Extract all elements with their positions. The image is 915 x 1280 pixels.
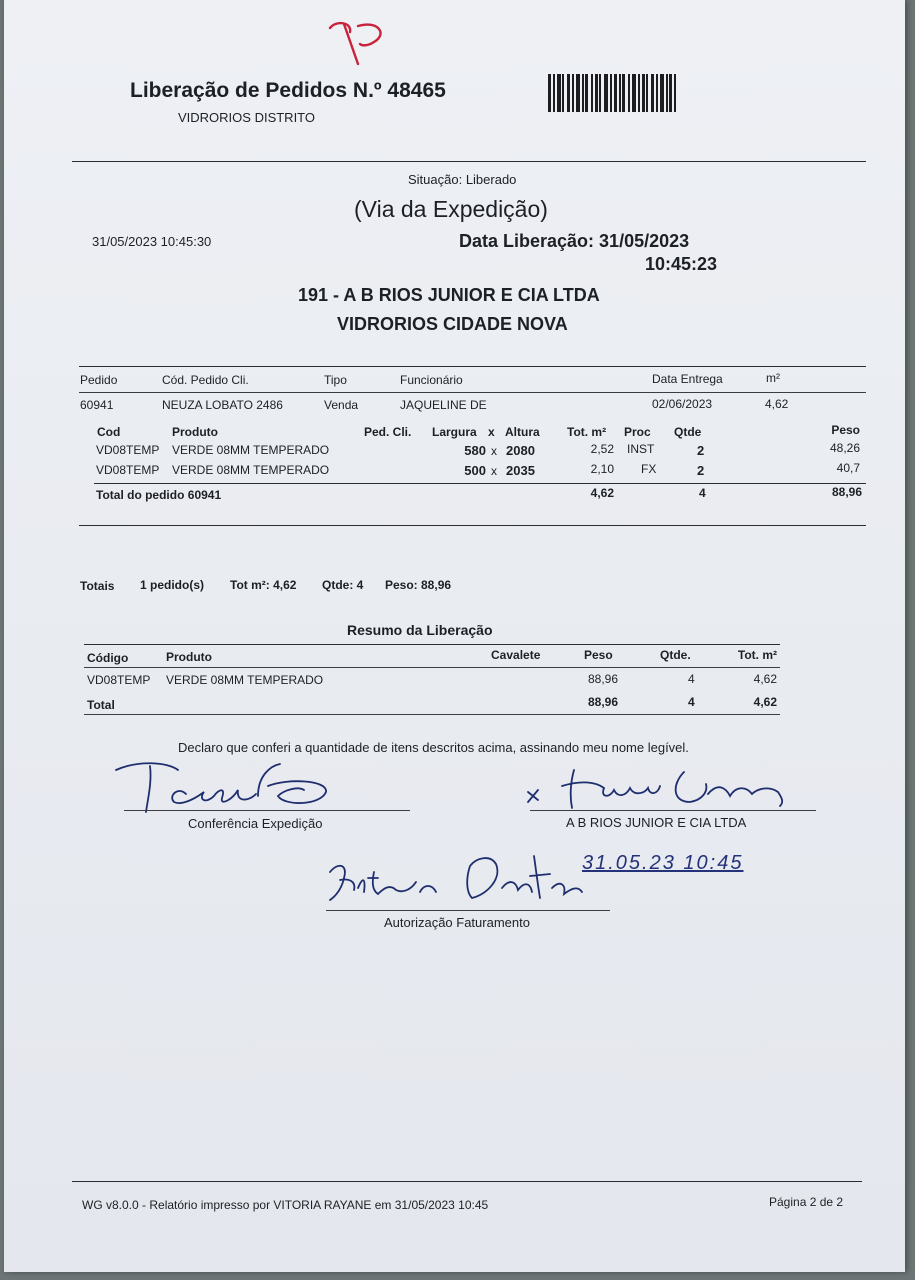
items-total-divider [94, 483, 866, 484]
order-bottom-divider [79, 525, 866, 526]
via-label: (Via da Expedição) [354, 196, 548, 222]
row-proc: FX [641, 462, 657, 476]
client-name: 191 - A B RIOS JUNIOR E CIA LTDA [298, 285, 600, 305]
col-qtde: Qtde [674, 425, 702, 439]
col-proc: Proc [624, 425, 651, 439]
totals-qtde: Qtde: 4 [322, 578, 364, 592]
row-altura: 2035 [506, 463, 535, 478]
totals-peso: Peso: 88,96 [385, 578, 452, 592]
label-cod-pedido-cli: Cód. Pedido Cli. [162, 373, 249, 387]
signature-conferencia [108, 756, 338, 818]
resumo-total-tot-m2: 4,62 [753, 695, 777, 709]
handwritten-date: 31.05.23 10:45 [582, 852, 744, 874]
resumo-col-peso: Peso [584, 648, 613, 662]
document-page [4, 0, 905, 1272]
footer-divider [72, 1181, 862, 1182]
signature-line-right [530, 810, 816, 811]
resumo-top-divider [84, 644, 780, 645]
row-produto: VERDE 08MM TEMPERADO [172, 443, 330, 457]
row-proc: INST [627, 442, 655, 456]
col-largura: Largura [432, 425, 477, 439]
row-produto: VERDE 08MM TEMPERADO [172, 463, 330, 477]
row-qtde: 2 [697, 463, 705, 478]
value-m2: 4,62 [765, 397, 789, 411]
label-pedido: Pedido [80, 373, 118, 387]
row-largura: 580 [464, 443, 486, 458]
value-cod-pedido-cli: NEUZA LOBATO 2486 [162, 398, 283, 412]
resumo-col-qtde: Qtde. [660, 648, 691, 662]
signature-line-left [124, 810, 410, 811]
barcode [548, 74, 688, 112]
resumo-total-peso: 88,96 [587, 695, 618, 709]
label-m2: m² [766, 371, 780, 385]
col-x: x [488, 425, 495, 439]
row-altura: 2080 [506, 443, 535, 458]
value-funcionario: JAQUELINE DE [400, 398, 487, 412]
order-top-divider [79, 366, 866, 367]
row-peso: 48,26 [829, 441, 860, 455]
resumo-row-codigo: VD08TEMP [87, 673, 151, 687]
resumo-header-divider [84, 667, 780, 668]
printed-datetime: 31/05/2023 10:45:30 [92, 234, 212, 249]
col-altura: Altura [505, 425, 540, 439]
row-peso: 40,7 [836, 461, 860, 475]
stamp-mark [322, 18, 392, 70]
signature-label-right: A B RIOS JUNIOR E CIA LTDA [566, 815, 747, 830]
row-qtde: 2 [697, 443, 705, 458]
signature-line-bottom [326, 910, 610, 911]
total-pedido-label: Total do pedido 60941 [96, 488, 222, 502]
resumo-row-peso: 88,96 [587, 672, 618, 686]
resumo-total-qtde: 4 [688, 695, 695, 709]
label-data-entrega: Data Entrega [652, 372, 723, 386]
total-pedido-m2: 4,62 [590, 486, 614, 500]
footer-page-number: Página 2 de 2 [769, 1195, 844, 1209]
hora-liberacao: 10:45:23 [645, 254, 718, 274]
col-cod: Cod [97, 425, 121, 439]
row-x: x [491, 444, 497, 458]
resumo-bottom-divider [84, 714, 780, 715]
row-tot-m2: 2,10 [590, 462, 614, 476]
signature-label-left: Conferência Expedição [188, 816, 323, 831]
resumo-col-codigo: Código [87, 651, 129, 665]
resumo-col-cavalete: Cavalete [491, 648, 541, 662]
client-branch: VIDRORIOS CIDADE NOVA [337, 314, 568, 334]
total-pedido-peso: 88,96 [831, 485, 862, 499]
signature-autorizacao [320, 848, 590, 912]
company-name: VIDRORIOS DISTRITO [178, 110, 315, 125]
resumo-row-tot-m2: 4,62 [753, 672, 777, 686]
col-tot-m2: Tot. m² [567, 425, 607, 439]
resumo-col-produto: Produto [166, 650, 212, 664]
col-peso: Peso [831, 423, 860, 437]
signature-label-bottom: Autorização Faturamento [384, 915, 530, 930]
col-produto: Produto [172, 425, 218, 439]
label-tipo: Tipo [324, 373, 347, 387]
resumo-row-produto: VERDE 08MM TEMPERADO [166, 673, 324, 687]
resumo-title: Resumo da Liberação [347, 622, 493, 638]
row-largura: 500 [464, 463, 486, 478]
value-tipo: Venda [324, 398, 359, 412]
row-tot-m2: 2,52 [590, 442, 614, 456]
label-funcionario: Funcionário [400, 373, 463, 387]
data-liberacao: Data Liberação: 31/05/2023 [459, 231, 690, 251]
totals-tot-m2: Tot m²: 4,62 [230, 578, 297, 592]
row-cod: VD08TEMP [96, 463, 160, 477]
order-header-divider [79, 392, 866, 393]
row-cod: VD08TEMP [96, 443, 160, 457]
document-title: Liberação de Pedidos N.º 48465 [130, 79, 446, 102]
value-data-entrega: 02/06/2023 [652, 397, 713, 411]
header-divider [72, 161, 866, 162]
row-x: x [491, 464, 497, 478]
footer-print-info: WG v8.0.0 - Relatório impresso por VITORIA RAYANE em 31/05/2023 10:45 [82, 1198, 489, 1212]
situacao: Situação: Liberado [408, 172, 517, 187]
resumo-row-qtde: 4 [688, 672, 695, 686]
totals-pedidos: 1 pedido(s) [140, 578, 205, 592]
resumo-total-label: Total [87, 698, 115, 712]
total-pedido-qtde: 4 [699, 486, 706, 500]
col-ped-cli: Ped. Cli. [364, 425, 412, 439]
resumo-col-tot-m2: Tot. m² [737, 648, 777, 662]
totals-label: Totais [80, 579, 115, 593]
value-pedido: 60941 [80, 398, 114, 412]
declaration-text: Declaro que conferi a quantidade de itens descritos acima, assinando meu nome legível. [178, 740, 689, 755]
